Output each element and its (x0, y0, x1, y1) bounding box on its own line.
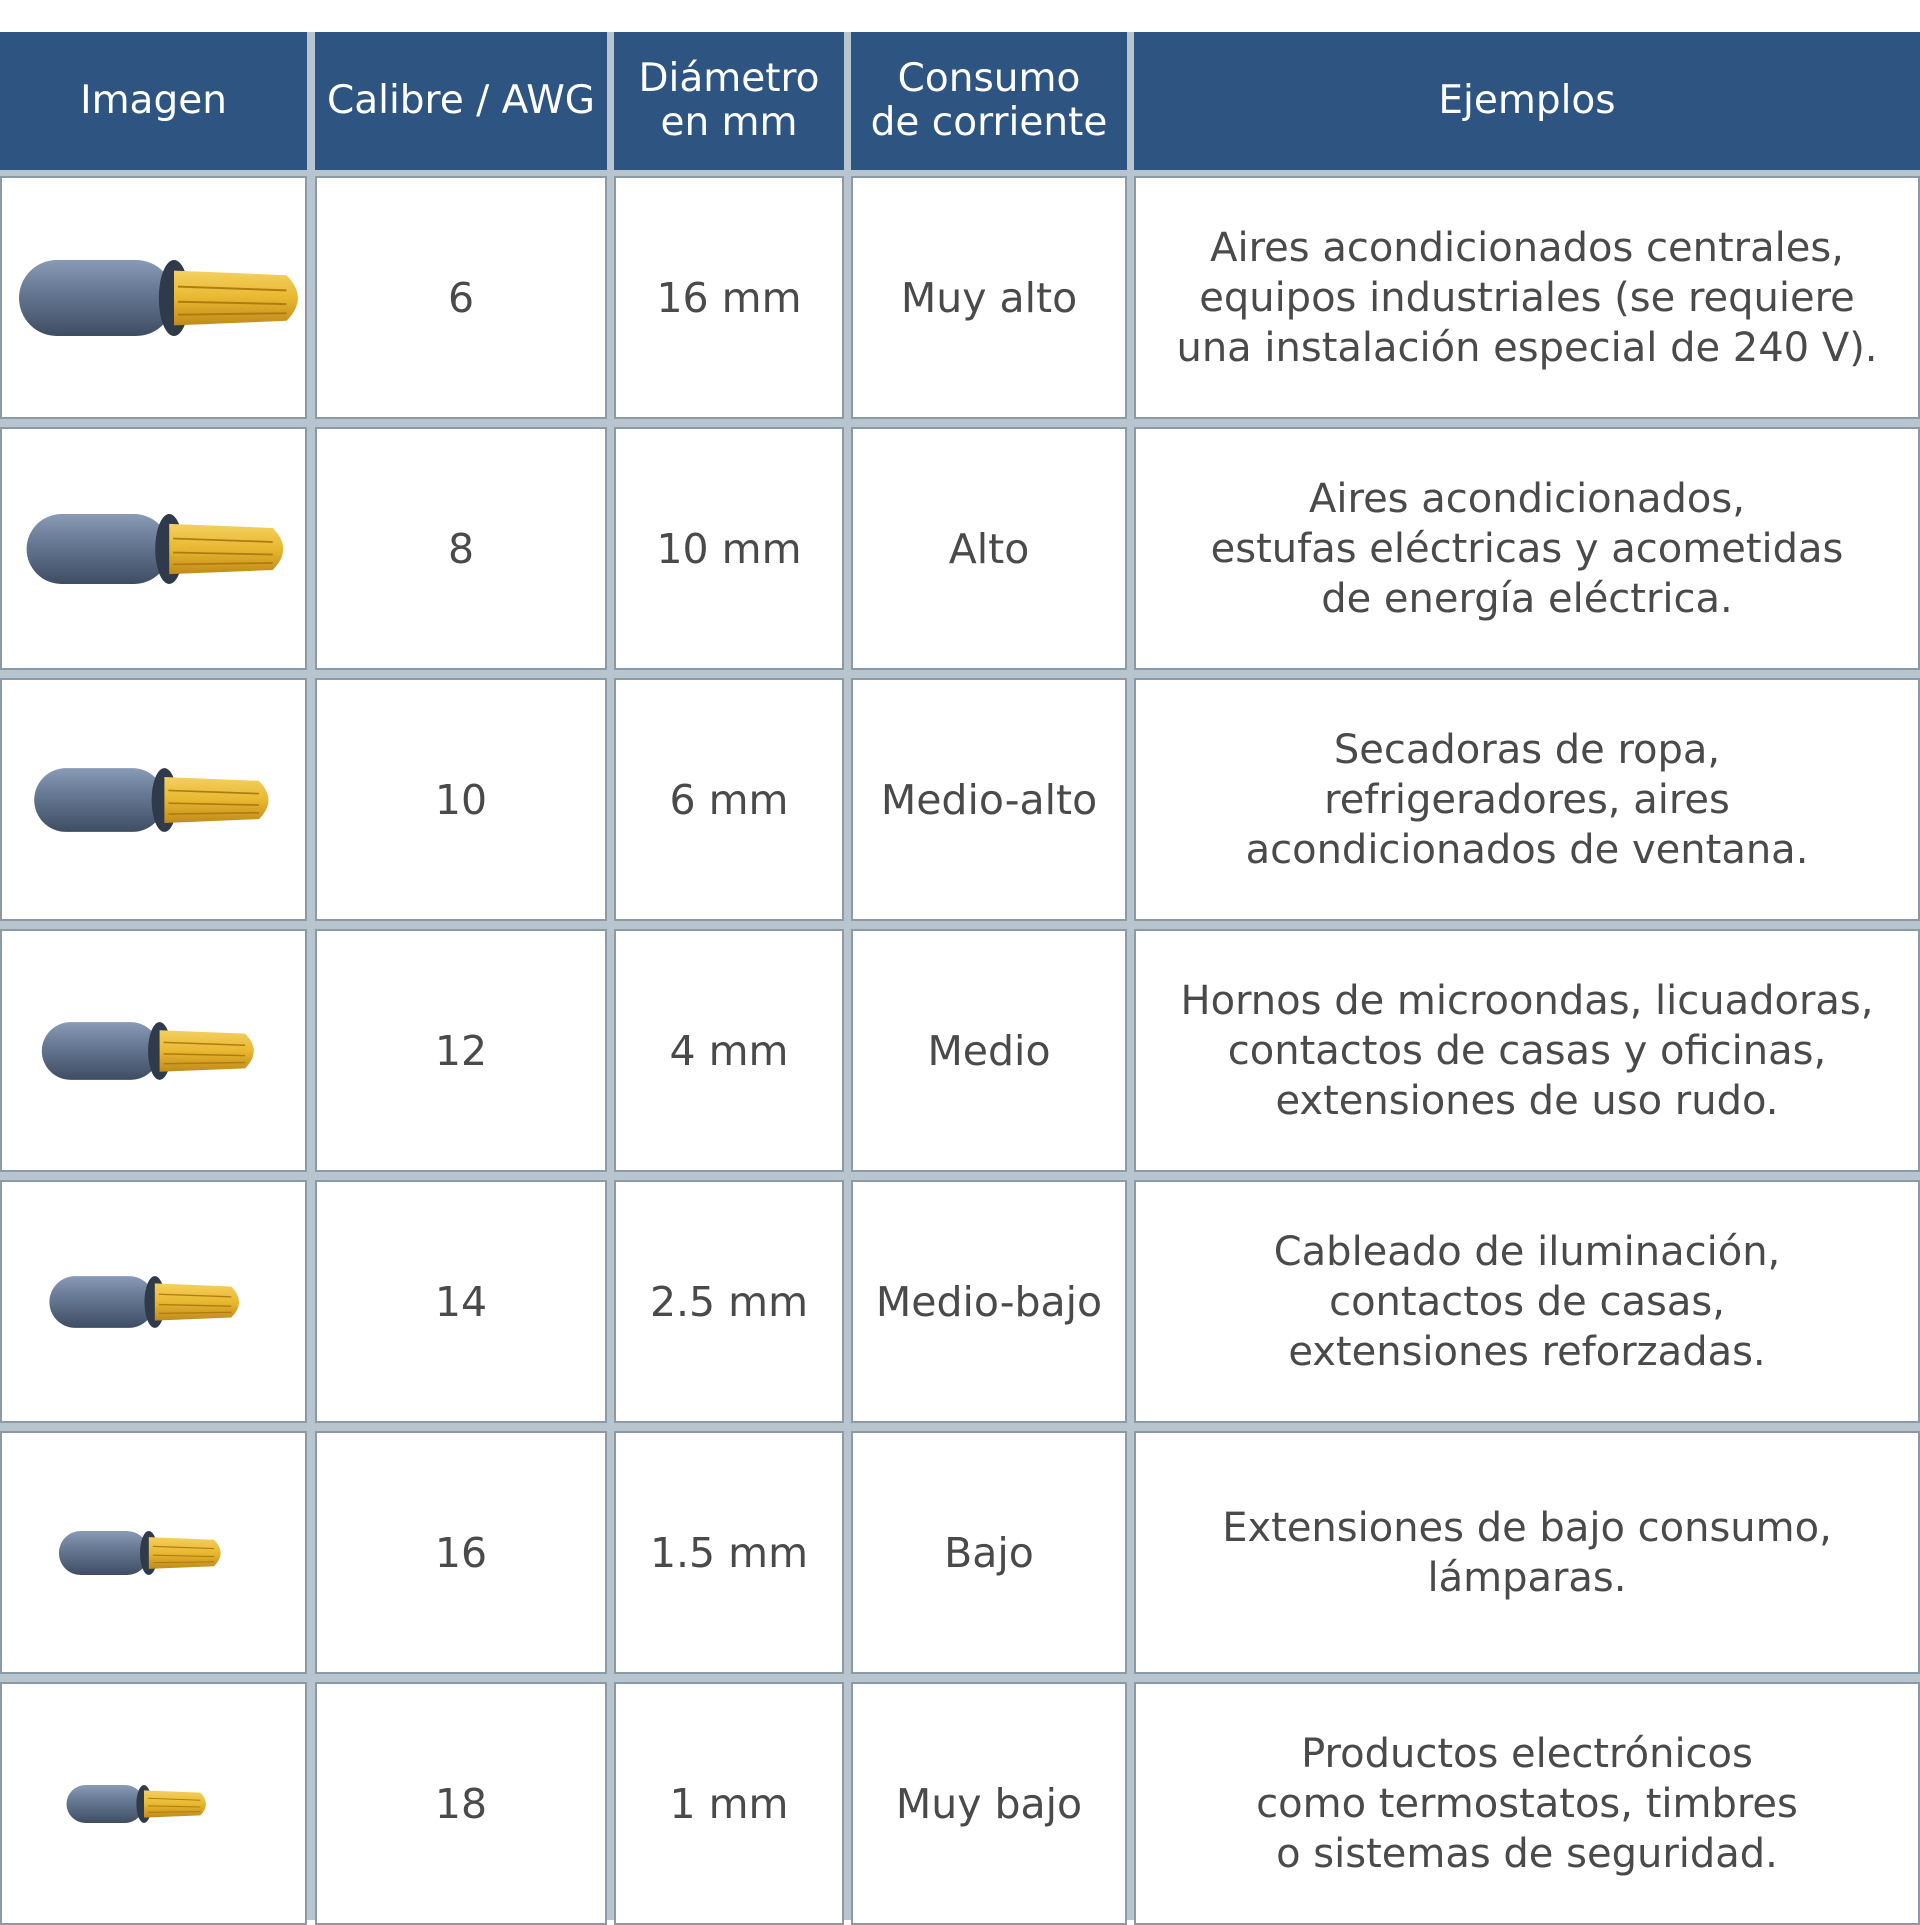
cable-icon (9, 1247, 299, 1357)
cell-calibre (315, 427, 607, 670)
diametro-value: 4 mm (669, 1026, 789, 1075)
cable-image-cell (0, 427, 307, 670)
diametro-value: 1 mm (669, 1779, 789, 1828)
calibre-value: 10 (434, 775, 488, 824)
consumo-value: Alto (948, 524, 1030, 573)
diametro-value: 16 mm (656, 273, 802, 322)
cell-ejemplos (1134, 1682, 1920, 1925)
ejemplos-value: Aires acondicionados, estufas eléctricas y acometidas de energía eléctrica. (1210, 475, 1844, 622)
cell-calibre (315, 176, 607, 419)
ejemplos-value: Productos electrónicos como termostatos, timbres o sistemas de seguridad. (1256, 1730, 1798, 1877)
cell-diametro (614, 427, 844, 670)
header-ejemplos (1134, 32, 1920, 170)
header-consumo-label: Consumo de corriente (870, 56, 1108, 145)
cell-consumo (851, 427, 1127, 670)
header-calibre (315, 32, 607, 170)
cell-diametro (614, 678, 844, 921)
cable-icon (9, 243, 299, 353)
header-imagen-label: Imagen (80, 78, 227, 123)
cable-image-cell (0, 176, 307, 419)
cell-ejemplos (1134, 678, 1920, 921)
calibre-value: 12 (434, 1026, 488, 1075)
cell-consumo (851, 678, 1127, 921)
ejemplos-value: Secadoras de ropa, refrigeradores, aires acondicionados de ventana. (1245, 726, 1809, 873)
consumo-value: Medio-alto (880, 775, 1098, 824)
ejemplos-value: Cableado de iluminación, contactos de casas, extensiones reforzadas. (1273, 1228, 1781, 1375)
calibre-value: 8 (447, 524, 475, 573)
consumo-value: Muy alto (900, 273, 1078, 322)
top-margin (0, 0, 1920, 32)
diametro-value: 6 mm (669, 775, 789, 824)
cell-diametro (614, 929, 844, 1172)
cell-calibre (315, 929, 607, 1172)
cable-icon (9, 745, 299, 855)
calibre-value: 18 (434, 1779, 488, 1828)
ejemplos-value: Hornos de microondas, licuadoras, contactos de casas y oficinas, extensiones de uso rudo. (1180, 977, 1874, 1124)
cable-icon (9, 1749, 299, 1859)
cell-ejemplos (1134, 1431, 1920, 1674)
cell-diametro (614, 176, 844, 419)
cable-image-cell (0, 678, 307, 921)
diametro-value: 1.5 mm (649, 1528, 809, 1577)
header-consumo (851, 32, 1127, 170)
cell-calibre (315, 1180, 607, 1423)
cell-diametro (614, 1180, 844, 1423)
calibre-value: 6 (447, 273, 475, 322)
cell-ejemplos (1134, 176, 1920, 419)
header-calibre-label: Calibre / AWG (327, 78, 595, 123)
cell-calibre (315, 1682, 607, 1925)
cable-icon (9, 996, 299, 1106)
cable-icon (9, 1498, 299, 1608)
cell-ejemplos (1134, 1180, 1920, 1423)
cell-consumo (851, 1682, 1127, 1925)
cable-image-cell (0, 1682, 307, 1925)
diametro-value: 2.5 mm (649, 1277, 809, 1326)
cell-calibre (315, 678, 607, 921)
calibre-value: 16 (434, 1528, 488, 1577)
cable-image-cell (0, 1431, 307, 1674)
diametro-value: 10 mm (656, 524, 802, 573)
cable-image-cell (0, 929, 307, 1172)
cell-ejemplos (1134, 929, 1920, 1172)
consumo-value: Medio-bajo (875, 1277, 1103, 1326)
cell-consumo (851, 929, 1127, 1172)
header-diametro (614, 32, 844, 170)
cell-consumo (851, 176, 1127, 419)
header-ejemplos-label: Ejemplos (1438, 78, 1616, 123)
cell-consumo (851, 1180, 1127, 1423)
header-diametro-label: Diámetro en mm (638, 56, 820, 145)
consumo-value: Muy bajo (895, 1779, 1083, 1828)
cell-diametro (614, 1682, 844, 1925)
consumo-value: Medio (927, 1026, 1051, 1075)
cable-image-cell (0, 1180, 307, 1423)
cell-ejemplos (1134, 427, 1920, 670)
cell-diametro (614, 1431, 844, 1674)
calibre-value: 14 (434, 1277, 488, 1326)
cable-icon (9, 494, 299, 604)
header-imagen (0, 32, 307, 170)
consumo-value: Bajo (944, 1528, 1034, 1577)
ejemplos-value: Aires acondicionados centrales, equipos industriales (se requiere una instalación especial de 240 V). (1176, 224, 1878, 371)
cell-calibre (315, 1431, 607, 1674)
ejemplos-value: Extensiones de bajo consumo, lámparas. (1222, 1504, 1832, 1601)
cell-consumo (851, 1431, 1127, 1674)
